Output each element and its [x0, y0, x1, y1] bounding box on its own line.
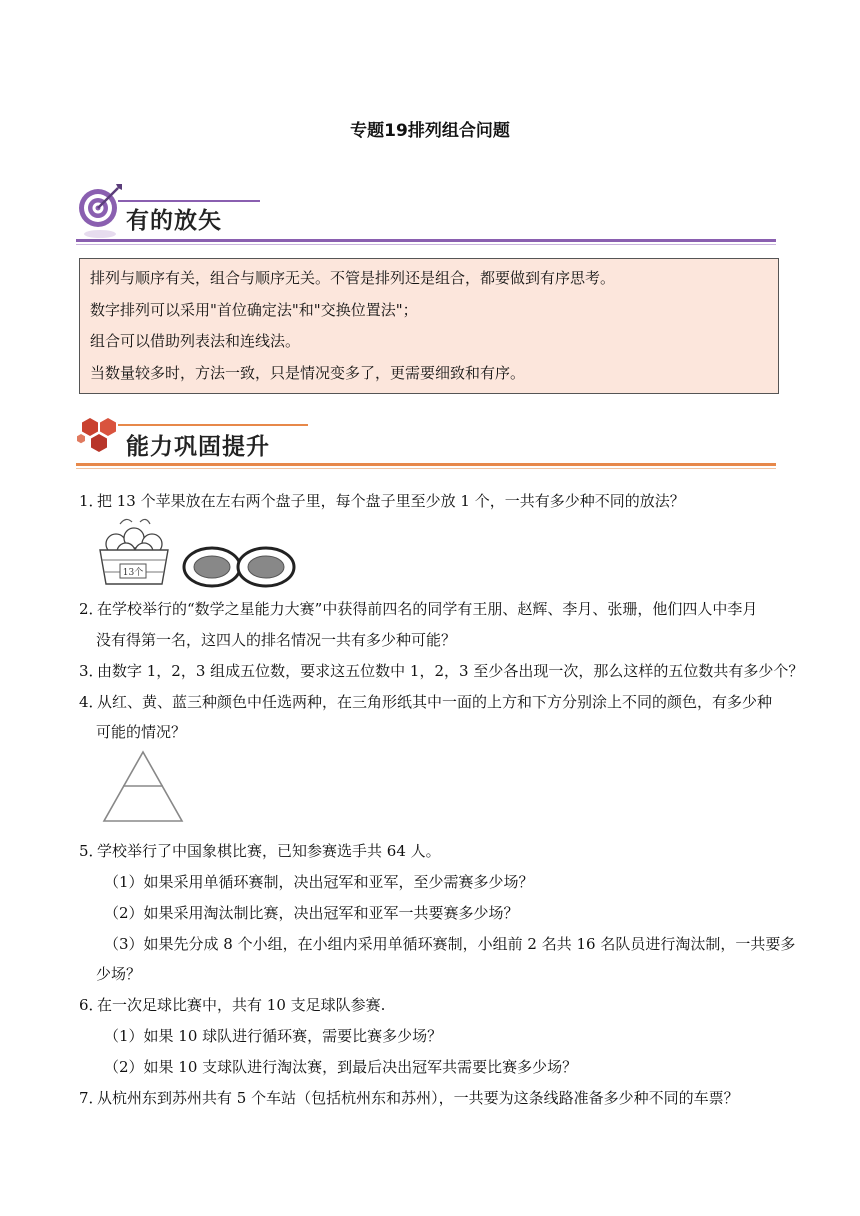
question-number: 2．	[79, 600, 104, 618]
tip-line: 排列与顺序有关，组合与顺序无关。不管是排列还是组合，都要做到有序思考。	[90, 269, 616, 287]
question-2-cont: 没有得第一名，这四人的排名情况一共有多少种可能？	[96, 631, 457, 649]
section-divider-thin	[76, 468, 776, 469]
section-divider	[76, 239, 776, 242]
question-2	[79, 599, 757, 619]
section-title: 能力巩固提升	[126, 434, 270, 460]
question-number: 1．	[79, 492, 104, 510]
section-top-line	[118, 424, 308, 426]
question-text: 在学校举行的“数学之星能力大赛”中获得前四名的同学有王朋、赵辉、李月、张珊，他们四人中李月	[97, 600, 758, 618]
plate-icon	[238, 548, 294, 586]
question-text: 在一次足球比赛中，共有 10 支足球队参赛.	[97, 996, 386, 1014]
question-text: 从杭州东到苏州共有 5 个车站（包括杭州东和苏州），一共要为这条线路准备多少种不同的车票？	[97, 1089, 739, 1107]
sub-question: （1）如果 10 球队进行循环赛，需要比赛多少场？	[104, 1027, 443, 1045]
page-title: 专题19排列组合问题	[350, 121, 510, 141]
section-title: 有的放矢	[126, 208, 222, 234]
question-5	[79, 841, 441, 861]
section-header-ability	[76, 414, 776, 476]
question-text: 把 13 个苹果放在左右两个盘子里，每个盘子里至少放 1 个，一共有多少种不同的放法？	[97, 492, 685, 510]
section-divider-thin	[76, 244, 776, 245]
section-header-targeted	[76, 180, 776, 248]
apple-basket-plates-illustration	[96, 514, 296, 592]
hexagon-cluster-icon	[76, 414, 126, 464]
tip-line: 数字排列可以采用"首位确定法"和"交换位置法"；	[90, 300, 418, 319]
tip-box	[79, 258, 779, 394]
sub-question-cont: 少场？	[96, 965, 142, 983]
question-4	[79, 692, 772, 712]
section-divider	[76, 463, 776, 466]
tip-line: 当数量较多时，方法一致，只是情况变多了，更需要细致和有序。	[90, 363, 526, 382]
basket-label: 13个	[122, 568, 144, 578]
sub-question: （1）如果采用单循环赛制，决出冠军和亚军，至少需赛多少场？	[104, 873, 534, 891]
question-text: 由数字 1，2，3 组成五位数，要求这五位数中 1，2，3 至少各出现一次，那么这样的五位数共有多少个？	[97, 662, 804, 680]
question-7	[79, 1088, 739, 1108]
question-number: 3．	[79, 662, 104, 680]
sub-question: （3）如果先分成 8 个小组，在小组内采用单循环赛制，小组前 2 名共 16 名队员进行淘汰制，一共要多	[104, 935, 796, 953]
question-number: 5．	[79, 842, 104, 860]
question-number: 7．	[79, 1089, 104, 1107]
question-number: 4．	[79, 693, 104, 711]
plate-icon	[184, 548, 240, 586]
question-1	[79, 491, 685, 511]
question-4-cont: 可能的情况？	[96, 723, 187, 741]
question-number: 6．	[79, 996, 104, 1014]
sub-question: （2）如果采用淘汰制比赛，决出冠军和亚军一共要赛多少场？	[104, 904, 519, 922]
tip-line: 组合可以借助列表法和连线法。	[90, 332, 301, 350]
target-icon	[76, 180, 126, 238]
question-text: 从红、黄、蓝三种颜色中任选两种，在三角形纸其中一面的上方和下方分别涂上不同的颜色，有多少种	[97, 693, 773, 711]
apple-basket-icon	[100, 519, 168, 584]
question-text: 学校举行了中国象棋比赛，已知参赛选手共 64 人。	[97, 842, 441, 860]
question-6	[79, 995, 385, 1015]
triangle-paper-illustration	[100, 748, 186, 826]
question-3	[79, 661, 803, 681]
sub-question: （2）如果 10 支球队进行淘汰赛，到最后决出冠军共需要比赛多少场？	[104, 1058, 578, 1076]
